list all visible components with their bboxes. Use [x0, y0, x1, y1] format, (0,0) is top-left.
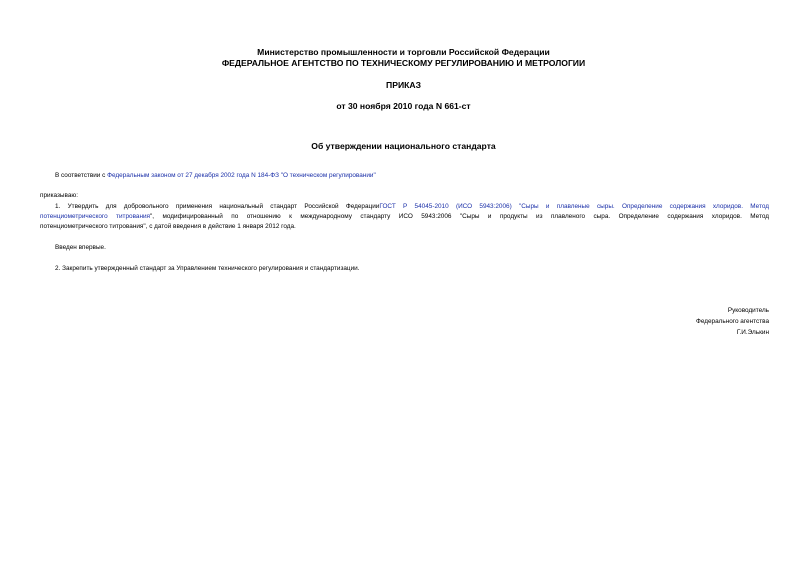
signature-organization: Федерального агентства: [695, 318, 769, 325]
document-title: Об утверждении национального стандарта: [311, 141, 496, 151]
ministry-heading: Министерство промышленности и торговли Российской Федерации: [257, 47, 550, 57]
order-word: приказываю:: [40, 192, 78, 199]
signature-name: Г.И.Элькин: [736, 329, 769, 336]
item-1-line-1: [40, 202, 769, 212]
agency-heading: ФЕДЕРАЛЬНОЕ АГЕНТСТВО ПО ТЕХНИЧЕСКОМУ РЕГУЛИРОВАНИЮ И МЕТРОЛОГИИ: [221, 58, 586, 68]
signature-block: [696, 305, 769, 338]
item-1-line-3: потенциометрического титрования", с датой введения в действие 1 января 2012 года.: [40, 223, 296, 230]
document-date-number: от 30 ноября 2010 года N 661-ст: [336, 101, 471, 111]
intro-paragraph: [55, 171, 376, 181]
gost-standard-link-cont[interactable]: потенциометрического титрования: [40, 213, 151, 220]
gost-standard-link[interactable]: ГОСТ Р 54045-2010 (ИСО 5943:2006) "Сыры и плавленые сыры. Определение содержания хлоридов. Метод: [379, 203, 769, 210]
document-type: ПРИКАЗ: [386, 80, 421, 90]
federal-law-link[interactable]: Федеральным законом от 27 декабря 2002 года N 184-ФЗ "О техническом регулировании": [107, 172, 376, 179]
item-1-rest-a: ", модифицированный по отношению к международному стандарту ИСО 5943:2006 "Сыры и продукты из плавленого сыра. Определение содержания хлоридов. Метод: [150, 213, 769, 220]
intro-prefix: В соответствии с: [55, 172, 108, 179]
introduced-note: Введен впервые.: [55, 244, 106, 251]
item-2-paragraph: 2. Закрепить утвержденный стандарт за Управлением технического регулирования и стандартизации.: [55, 265, 360, 272]
item-1-paragraph: [40, 202, 769, 232]
item-1-line-2: [40, 212, 769, 222]
signature-position: Руководитель: [727, 307, 769, 314]
item-1-prefix: 1. Утвердить для добровольного применения национальный стандарт Российской Федерации: [55, 203, 380, 210]
